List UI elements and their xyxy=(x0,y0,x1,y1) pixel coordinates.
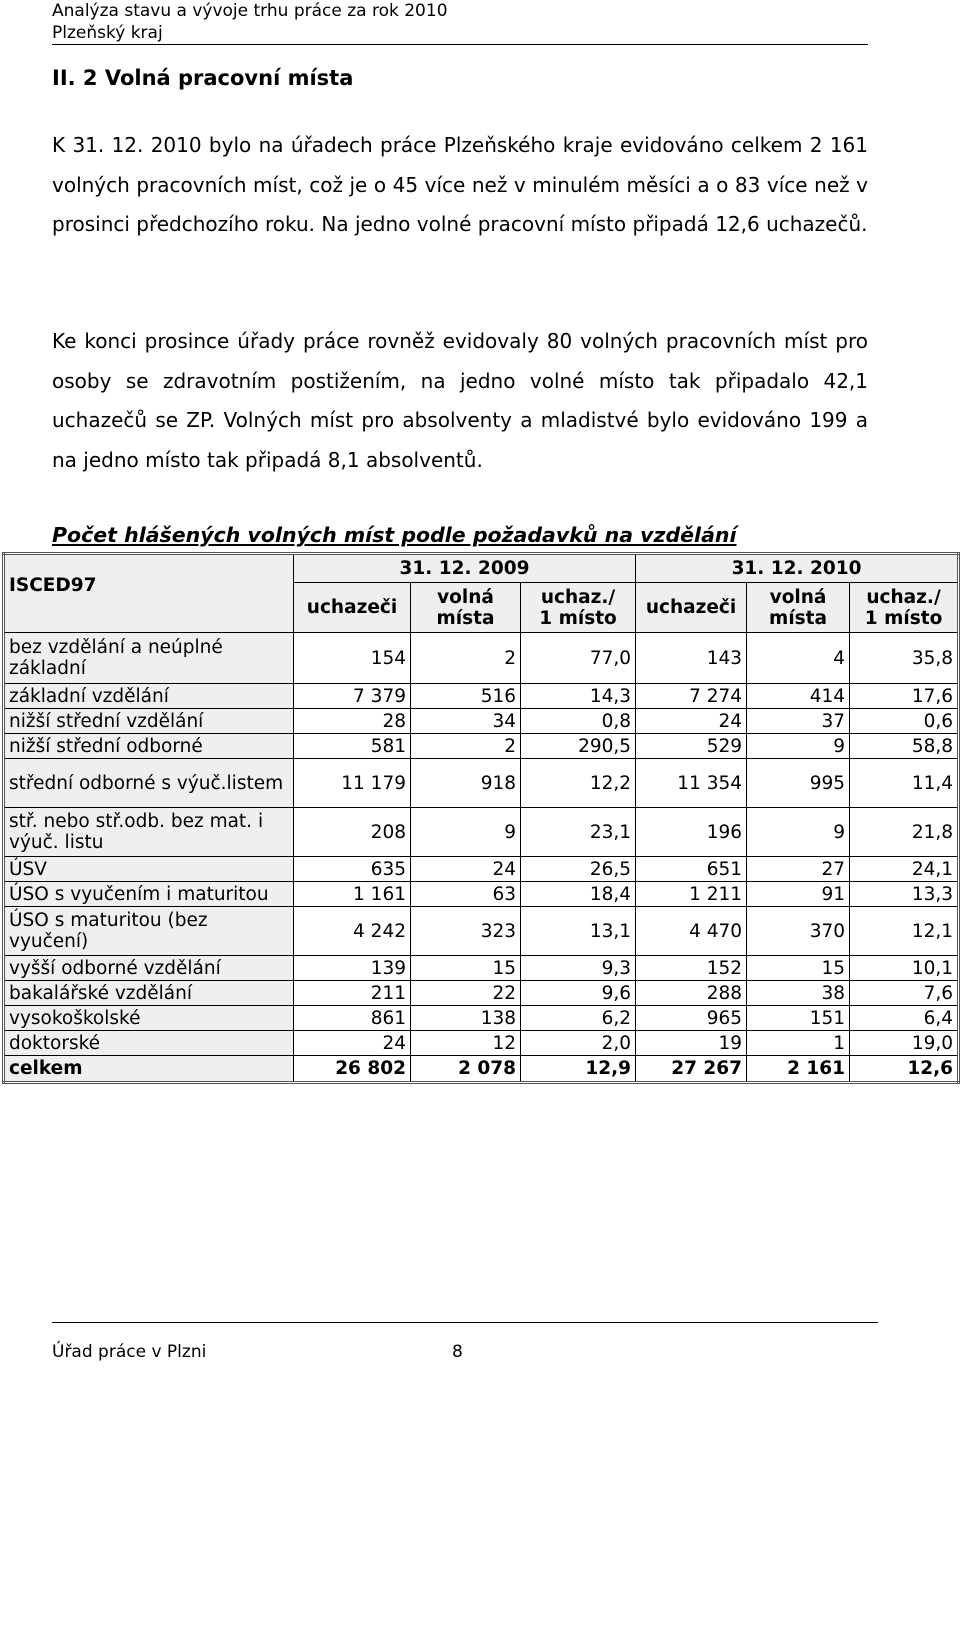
total-cell: 27 267 xyxy=(636,1056,747,1083)
row-label: nižší střední vzdělání xyxy=(4,709,294,734)
col-header-volna-line1: volná xyxy=(437,586,494,608)
cell: 9 xyxy=(747,808,850,857)
cell: 17,6 xyxy=(850,684,959,709)
cell: 918 xyxy=(411,759,521,808)
cell: 7,6 xyxy=(850,981,959,1006)
row-label: základní vzdělání xyxy=(4,684,294,709)
section-title: II. 2 Volná pracovní místa xyxy=(52,66,354,90)
table-row xyxy=(4,709,959,734)
cell: 2 xyxy=(411,734,521,759)
cell: 154 xyxy=(294,633,411,684)
cell: 4 xyxy=(747,633,850,684)
total-cell: 12,9 xyxy=(521,1056,636,1083)
cell: 26,5 xyxy=(521,857,636,882)
total-cell: 2 161 xyxy=(747,1056,850,1083)
cell: 139 xyxy=(294,956,411,981)
cell: 21,8 xyxy=(850,808,959,857)
col-header-uchaz-line2: 1 místo xyxy=(864,607,943,629)
cell: 24 xyxy=(294,1031,411,1056)
cell: 13,3 xyxy=(850,882,959,907)
cell: 581 xyxy=(294,734,411,759)
total-cell: 12,6 xyxy=(850,1056,959,1083)
cell: 1 xyxy=(747,1031,850,1056)
col-header-volna-mista xyxy=(747,583,850,633)
cell: 651 xyxy=(636,857,747,882)
cell: 24 xyxy=(636,709,747,734)
col-header-uchaz-line1: uchaz./ xyxy=(540,586,616,608)
total-cell: 2 078 xyxy=(411,1056,521,1083)
cell: 15 xyxy=(411,956,521,981)
cell: 4 242 xyxy=(294,907,411,956)
header-region: Plzeňský kraj xyxy=(52,23,163,43)
cell: 9 xyxy=(747,734,850,759)
cell: 529 xyxy=(636,734,747,759)
col-header-volna-mista xyxy=(411,583,521,633)
cell: 2 xyxy=(411,633,521,684)
cell: 4 470 xyxy=(636,907,747,956)
page-header xyxy=(52,0,868,44)
cell: 18,4 xyxy=(521,882,636,907)
cell: 13,1 xyxy=(521,907,636,956)
table-row xyxy=(4,734,959,759)
cell: 414 xyxy=(747,684,850,709)
cell: 995 xyxy=(747,759,850,808)
cell: 11 179 xyxy=(294,759,411,808)
cell: 370 xyxy=(747,907,850,956)
row-label: ÚSO s vyučením i maturitou xyxy=(4,882,294,907)
col-header-uchazeci: uchazeči xyxy=(294,583,411,633)
col-header-uchazeci: uchazeči xyxy=(636,583,747,633)
footer-rule xyxy=(52,1322,878,1323)
cell: 23,1 xyxy=(521,808,636,857)
table-row xyxy=(4,981,959,1006)
cell: 10,1 xyxy=(850,956,959,981)
cell: 323 xyxy=(411,907,521,956)
table-row xyxy=(4,684,959,709)
col-header-volna-line2: místa xyxy=(769,607,828,629)
table-corner-header: ISCED97 xyxy=(4,554,294,633)
row-label: ÚSO s maturitou (bez vyučení) xyxy=(4,907,294,956)
paragraph-2: Ke konci prosince úřady práce rovněž evidovaly 80 volných pracovních míst pro osoby se zdravotním postižením, na jedno volné místo tak připadalo 42,1 uchazečů se ZP. Volných míst pro absolventy a mladistvé bylo evidováno 199 a na jedno místo tak připadá 8,1 absolventů. xyxy=(52,329,868,472)
period-2010-header: 31. 12. 2010 xyxy=(636,554,959,583)
header-title: Analýza stavu a vývoje trhu práce za rok 2010 xyxy=(52,1,448,21)
cell: 9,3 xyxy=(521,956,636,981)
table-row xyxy=(4,759,959,808)
col-header-volna-line1: volná xyxy=(769,586,827,608)
cell: 1 211 xyxy=(636,882,747,907)
table-row xyxy=(4,857,959,882)
table-row xyxy=(4,633,959,684)
cell: 9,6 xyxy=(521,981,636,1006)
total-label: celkem xyxy=(4,1056,294,1083)
table-body xyxy=(4,633,959,1083)
table-container xyxy=(2,552,956,1642)
cell: 14,3 xyxy=(521,684,636,709)
cell: 1 161 xyxy=(294,882,411,907)
cell: 6,4 xyxy=(850,1006,959,1031)
cell: 91 xyxy=(747,882,850,907)
cell: 965 xyxy=(636,1006,747,1031)
table-row xyxy=(4,1031,959,1056)
cell: 19 xyxy=(636,1031,747,1056)
cell: 58,8 xyxy=(850,734,959,759)
cell: 151 xyxy=(747,1006,850,1031)
table-row xyxy=(4,907,959,956)
cell: 28 xyxy=(294,709,411,734)
cell: 11 354 xyxy=(636,759,747,808)
cell: 152 xyxy=(636,956,747,981)
row-label: ÚSV xyxy=(4,857,294,882)
row-label: bez vzdělání a neúplné základní xyxy=(4,633,294,684)
cell: 12,1 xyxy=(850,907,959,956)
row-label: nižší střední odborné xyxy=(4,734,294,759)
row-label: střední odborné s výuč.listem xyxy=(4,759,294,808)
cell: 63 xyxy=(411,882,521,907)
paragraph-1: K 31. 12. 2010 bylo na úřadech práce Plzeňského kraje evidováno celkem 2 161 volných pracovních míst, což je o 45 více než v minulém měsíci a o 83 více než v prosinci předchozího roku. Na jedno volné pracovní místo připadá 12,6 uchazečů. xyxy=(52,133,868,236)
total-cell: 26 802 xyxy=(294,1056,411,1083)
period-2009-header: 31. 12. 2009 xyxy=(294,554,636,583)
cell: 24 xyxy=(411,857,521,882)
cell: 143 xyxy=(636,633,747,684)
cell: 516 xyxy=(411,684,521,709)
row-label: doktorské xyxy=(4,1031,294,1056)
table-row xyxy=(4,1006,959,1031)
cell: 138 xyxy=(411,1006,521,1031)
cell: 290,5 xyxy=(521,734,636,759)
cell: 24,1 xyxy=(850,857,959,882)
cell: 22 xyxy=(411,981,521,1006)
cell: 11,4 xyxy=(850,759,959,808)
row-label: stř. nebo stř.odb. bez mat. i výuč. listu xyxy=(4,808,294,857)
col-header-uchaz-line1: uchaz./ xyxy=(866,586,941,608)
table-row xyxy=(4,808,959,857)
cell: 27 xyxy=(747,857,850,882)
table-total-row xyxy=(4,1056,959,1083)
cell: 6,2 xyxy=(521,1006,636,1031)
cell: 77,0 xyxy=(521,633,636,684)
cell: 635 xyxy=(294,857,411,882)
col-header-uchaz-line2: 1 místo xyxy=(539,607,617,629)
cell: 35,8 xyxy=(850,633,959,684)
page-number: 8 xyxy=(452,1342,463,1362)
col-header-volna-line2: místa xyxy=(436,607,495,629)
cell: 12,2 xyxy=(521,759,636,808)
cell: 19,0 xyxy=(850,1031,959,1056)
cell: 288 xyxy=(636,981,747,1006)
cell: 0,8 xyxy=(521,709,636,734)
table-title: Počet hlášených volných míst podle požadavků na vzdělání xyxy=(52,523,737,547)
cell: 2,0 xyxy=(521,1031,636,1056)
cell: 15 xyxy=(747,956,850,981)
cell: 12 xyxy=(411,1031,521,1056)
cell: 37 xyxy=(747,709,850,734)
row-label: vyšší odborné vzdělání xyxy=(4,956,294,981)
cell: 7 379 xyxy=(294,684,411,709)
row-label: bakalářské vzdělání xyxy=(4,981,294,1006)
vacancies-table xyxy=(2,552,960,1084)
table-row xyxy=(4,956,959,981)
col-header-uchaz-misto xyxy=(850,583,959,633)
cell: 9 xyxy=(411,808,521,857)
table-row xyxy=(4,882,959,907)
cell: 861 xyxy=(294,1006,411,1031)
cell: 7 274 xyxy=(636,684,747,709)
cell: 0,6 xyxy=(850,709,959,734)
cell: 38 xyxy=(747,981,850,1006)
cell: 196 xyxy=(636,808,747,857)
cell: 208 xyxy=(294,808,411,857)
col-header-uchaz-misto xyxy=(521,583,636,633)
cell: 34 xyxy=(411,709,521,734)
footer-office: Úřad práce v Plzni xyxy=(52,1342,207,1362)
cell: 211 xyxy=(294,981,411,1006)
row-label: vysokoškolské xyxy=(4,1006,294,1031)
header-rule xyxy=(52,44,868,45)
